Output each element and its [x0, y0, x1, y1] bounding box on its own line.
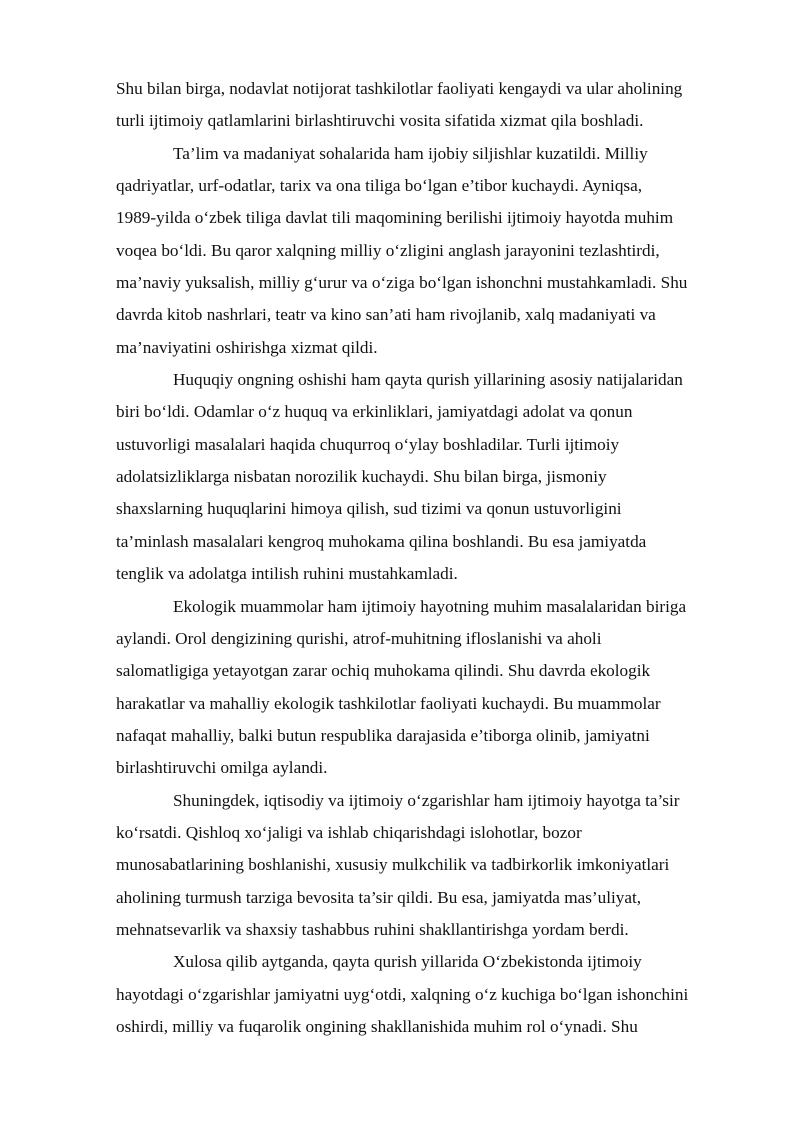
paragraph [116, 364, 746, 590]
text-line: biri bo‘ldi. Odamlar o‘z huquq va erkinliklari, jamiyatdagi adolat va qonun [116, 402, 633, 422]
text-line: turli ijtimoiy qatlamlarini birlashtiruvchi vosita sifatida xizmat qila boshladi. [116, 111, 644, 131]
text-line: birlashtiruvchi omilga aylandi. [116, 758, 328, 778]
text-line: harakatlar va mahalliy ekologik tashkilotlar faoliyati kuchaydi. Bu muammolar [116, 693, 661, 713]
text-line: ustuvorligi masalalari haqida chuqurroq o‘ylay boshladilar. Turli ijtimoiy [116, 434, 620, 454]
text-line: Huquqiy ongning oshishi ham qayta qurish yillarining asosiy natijalaridan [173, 370, 683, 390]
text-line: ko‘rsatdi. Qishloq xo‘jaligi va ishlab chiqarishdagi islohotlar, bozor [116, 822, 582, 842]
text-line: 1989-yilda o‘zbek tiliga davlat tili maqomining berilishi ijtimoiy hayotda muhim [116, 208, 674, 228]
text-line: ma’naviyatini oshirishga xizmat qildi. [116, 337, 378, 357]
text-line: ta’minlash masalalari kengroq muhokama qilina boshlandi. Bu esa jamiyatda [116, 531, 647, 551]
text-line: Shuningdek, iqtisodiy va ijtimoiy o‘zgarishlar ham ijtimoiy hayotga ta’sir [173, 790, 680, 810]
text-line: voqea bo‘ldi. Bu qaror xalqning milliy o‘zligini anglash jarayonini tezlashtirdi, [116, 240, 660, 260]
text-line: nafaqat mahalliy, balki butun respublika darajasida e’tiborga olinib, jamiyatni [116, 725, 650, 745]
text-line: Xulosa qilib aytganda, qayta qurish yillarida O‘zbekistonda ijtimoiy [173, 952, 642, 972]
paragraph [116, 946, 746, 1043]
text-line: qadriyatlar, urf-odatlar, tarix va ona tiliga bo‘lgan e’tibor kuchaydi. Ayniqsa, [116, 176, 643, 196]
text-line: Shu bilan birga, nodavlat notijorat tashkilotlar faoliyati kengaydi va ular aholining [116, 79, 683, 98]
text-line: hayotdagi o‘zgarishlar jamiyatni uyg‘otdi, xalqning o‘z kuchiga bo‘lgan ishonchini [116, 984, 689, 1004]
paragraph [116, 785, 746, 947]
text-line: Ekologik muammolar ham ijtimoiy hayotning muhim masalalaridan biriga [173, 596, 687, 616]
document-body [116, 73, 746, 1043]
text-line: shaxslarning huquqlarini himoya qilish, sud tizimi va qonun ustuvorligini [116, 499, 622, 519]
text-line: adolatsizliklarga nisbatan norozilik kuchaydi. Shu bilan birga, jismoniy [116, 467, 607, 487]
text-line: ma’naviy yuksalish, milliy g‘urur va o‘ziga bo‘lgan ishonchni mustahkamladi. Shu [116, 273, 688, 293]
text-line: mehnatsevarlik va shaxsiy tashabbus ruhini shakllantirishga yordam berdi. [116, 919, 629, 939]
text-line: aylandi. Orol dengizining qurishi, atrof-muhitning ifloslanishi va aholi [116, 628, 602, 648]
text-line: munosabatlarining boshlanishi, xususiy mulkchilik va tadbirkorlik imkoniyatlari [116, 855, 670, 875]
text-line: salomatligiga yetayotgan zarar ochiq muhokama qilindi. Shu davrda ekologik [116, 661, 651, 681]
text-line: aholining turmush tarziga bevosita ta’sir qildi. Bu esa, jamiyatda mas’uliyat, [116, 887, 642, 907]
text-line: Ta’lim va madaniyat sohalarida ham ijobiy siljishlar kuzatildi. Milliy [173, 143, 648, 163]
paragraph [116, 73, 746, 138]
text-line: davrda kitob nashrlari, teatr va kino san’ati ham rivojlanib, xalq madaniyati va [116, 305, 656, 325]
text-line: tenglik va adolatga intilish ruhini mustahkamladi. [116, 564, 458, 584]
paragraph [116, 591, 746, 785]
text-line: oshirdi, milliy va fuqarolik ongining shakllanishida muhim rol o‘ynadi. Shu [116, 1016, 638, 1036]
paragraph [116, 138, 746, 364]
